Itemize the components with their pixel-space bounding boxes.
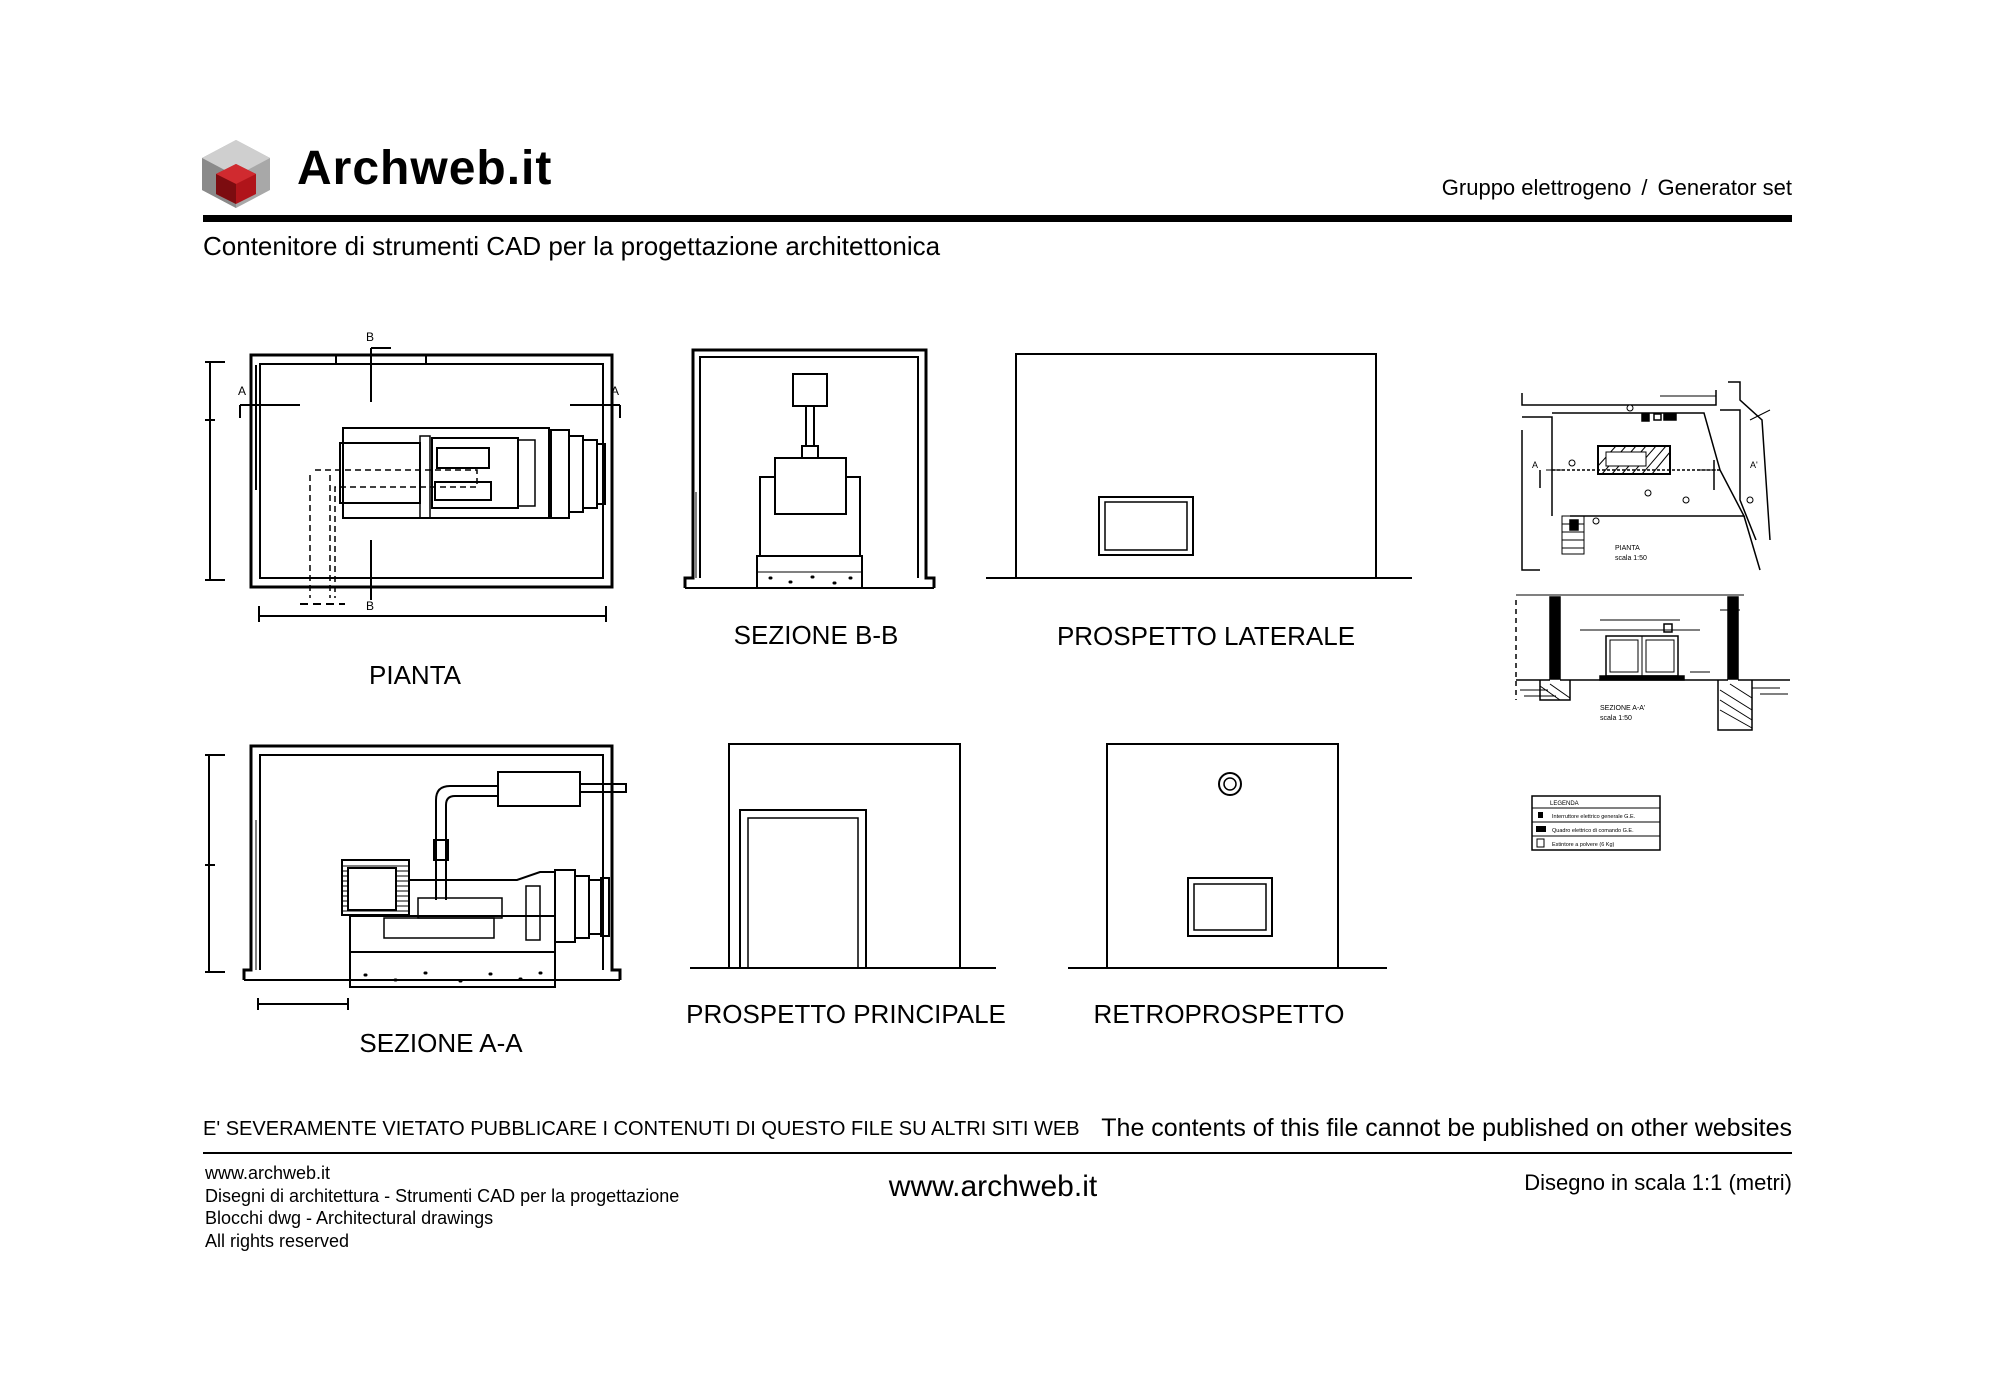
detail-mark-a-prime: A' <box>1750 460 1758 470</box>
section-mark-b-bottom: B <box>366 599 375 613</box>
legend-item: Estintore a polvere (6 Kg) <box>1552 842 1615 848</box>
retroprospetto-drawing <box>1068 744 1387 968</box>
detail-section-title: SEZIONE A-A' <box>1600 705 1646 712</box>
detail-plan-title: PIANTA <box>1615 545 1640 552</box>
prospetto-laterale-drawing <box>986 354 1412 578</box>
retroprospetto-label: RETROPROSPETTO <box>1093 999 1345 1029</box>
pianta-drawing <box>205 348 620 622</box>
section-mark-a-right: A <box>611 384 620 398</box>
sezione-aa-drawing <box>205 746 626 1010</box>
header-subtitle: Contenitore di strumenti CAD per la progettazione architettonica <box>203 231 941 261</box>
warning-italian: E' SEVERAMENTE VIETATO PUBBLICARE I CONTENUTI DI QUESTO FILE SU ALTRI SITI WEB <box>203 1118 1080 1140</box>
title-separator: / <box>1641 175 1648 200</box>
sezione-bb-label: SEZIONE B-B <box>733 620 899 650</box>
legend-item: Quadro elettrico di comando G.E. <box>1552 828 1634 834</box>
sezione-bb-drawing <box>685 350 934 588</box>
prospetto-principale-drawing <box>690 744 996 968</box>
brand-name[interactable]: Archweb.it <box>297 142 553 195</box>
section-mark-a-left: A <box>238 384 247 398</box>
legend-title: LEGENDA <box>1550 801 1579 807</box>
section-mark-b-top: B <box>366 330 375 344</box>
footer-line: Blocchi dwg - Architectural drawings <box>205 1208 494 1228</box>
footer-credits <box>205 1162 679 1252</box>
warning-english: The contents of this file cannot be published on other websites <box>1101 1114 1792 1142</box>
scale-note: Disegno in scala 1:1 (metri) <box>1524 1170 1792 1195</box>
detail-plan-drawing <box>1522 382 1770 570</box>
title-italian: Gruppo elettrogeno <box>1441 175 1632 200</box>
footer-rule <box>203 1152 1792 1154</box>
prospetto-laterale-label: PROSPETTO LATERALE <box>1056 621 1356 651</box>
footer-line: Disegni di architettura - Strumenti CAD per la progettazione <box>205 1185 680 1206</box>
legend-item: Interruttore elettrico generale G.E. <box>1552 814 1636 820</box>
footer-line[interactable]: www.archweb.it <box>205 1163 331 1183</box>
detail-plan-scale: scala 1:50 <box>1615 555 1647 562</box>
sezione-aa-label: SEZIONE A-A <box>359 1028 523 1058</box>
detail-mark-a: A <box>1532 460 1539 470</box>
title-english: Generator set <box>1657 175 1792 200</box>
footer-website-link[interactable]: www.archweb.it <box>888 1170 1098 1203</box>
prospetto-principale-label: PROSPETTO PRINCIPALE <box>686 999 1006 1029</box>
pianta-label: PIANTA <box>369 660 461 690</box>
detail-section-drawing <box>1516 595 1790 730</box>
footer-line: All rights reserved <box>205 1230 350 1251</box>
detail-section-scale: scala 1:50 <box>1600 715 1632 722</box>
